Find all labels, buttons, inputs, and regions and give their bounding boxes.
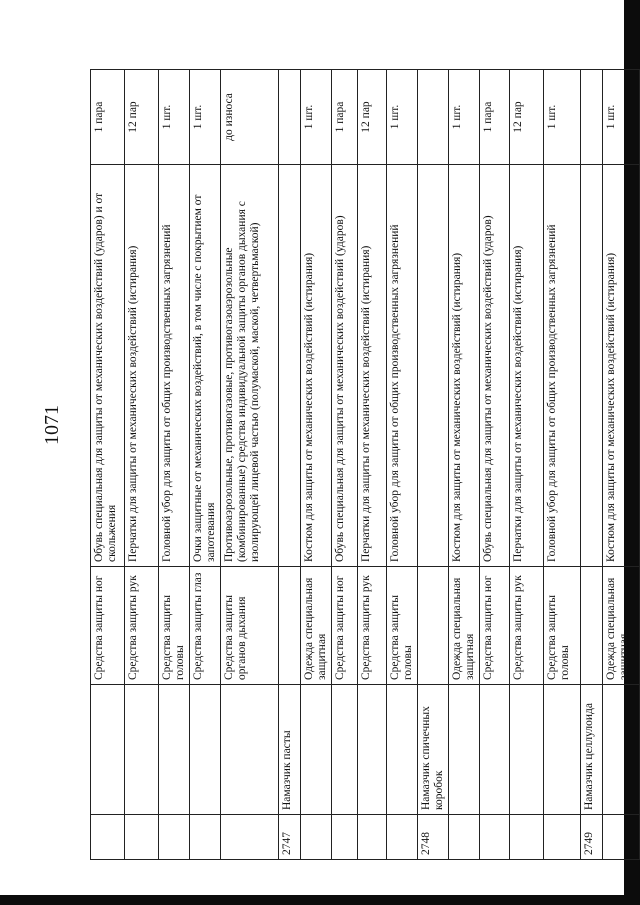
table-row xyxy=(449,70,480,860)
issue-norm: 1 шт. xyxy=(301,70,332,165)
issue-norm xyxy=(279,70,301,165)
profession-name xyxy=(125,685,159,815)
profession-name xyxy=(332,685,358,815)
issue-norm: 12 пар xyxy=(125,70,159,165)
profession-name: Намазчик спичечных коробок xyxy=(418,685,449,815)
profession-name xyxy=(190,685,221,815)
row-number xyxy=(332,815,358,860)
ppe-category xyxy=(418,567,449,685)
ppe-category: Средства защиты ног xyxy=(480,567,510,685)
ppe-description: Перчатки для защиты от механических воздействий (истирания) xyxy=(125,165,159,567)
page-number: 1071 xyxy=(41,405,63,445)
table-row xyxy=(301,70,332,860)
profession-name: Намазчик пасты xyxy=(279,685,301,815)
table-row xyxy=(221,70,279,860)
ppe-description: Перчатки для защиты от механических воздействий (истирания) xyxy=(510,165,544,567)
ppe-category: Средства защиты глаз xyxy=(190,567,221,685)
ppe-category: Одежда специальная защитная xyxy=(301,567,332,685)
row-number xyxy=(387,815,418,860)
profession-name xyxy=(603,685,640,815)
row-number xyxy=(91,815,125,860)
row-number xyxy=(159,815,190,860)
table-row xyxy=(159,70,190,860)
ppe-description xyxy=(581,165,603,567)
ppe-category: Средства защиты головы xyxy=(159,567,190,685)
row-number: 2749 xyxy=(581,815,603,860)
ppe-category: Средства защиты рук xyxy=(358,567,387,685)
issue-norm: 1 шт. xyxy=(603,70,640,165)
ppe-category: Средства защиты органов дыхания xyxy=(221,567,279,685)
profession-name xyxy=(510,685,544,815)
ppe-category: Средства защиты ног xyxy=(91,567,125,685)
row-number xyxy=(603,815,640,860)
issue-norm: 1 шт. xyxy=(190,70,221,165)
ppe-description xyxy=(418,165,449,567)
profession-name xyxy=(91,685,125,815)
row-number xyxy=(449,815,480,860)
row-number xyxy=(480,815,510,860)
profession-name xyxy=(301,685,332,815)
table-row xyxy=(480,70,510,860)
ppe-category: Средства защиты рук xyxy=(125,567,159,685)
table-row xyxy=(418,70,449,860)
ppe-description: Перчатки для защиты от механических воздействий (истирания) xyxy=(358,165,387,567)
issue-norm xyxy=(418,70,449,165)
profession-name xyxy=(159,685,190,815)
ppe-norms-table xyxy=(90,69,640,860)
issue-norm: 12 пар xyxy=(510,70,544,165)
ppe-category: Средства защиты головы xyxy=(387,567,418,685)
row-number xyxy=(358,815,387,860)
scan-edge-bottom xyxy=(0,895,640,905)
ppe-category: Средства защиты ног xyxy=(332,567,358,685)
ppe-description: Костюм для защиты от механических воздействий (истирания) xyxy=(301,165,332,567)
issue-norm: 1 пара xyxy=(91,70,125,165)
issue-norm xyxy=(581,70,603,165)
table-body xyxy=(91,70,640,860)
profession-name xyxy=(358,685,387,815)
ppe-category: Средства защиты рук xyxy=(510,567,544,685)
table-row xyxy=(358,70,387,860)
table-row xyxy=(125,70,159,860)
issue-norm: 1 шт. xyxy=(159,70,190,165)
table-row xyxy=(544,70,581,860)
ppe-description: Головной убор для защиты от общих производственных загрязнений xyxy=(387,165,418,567)
ppe-description: Обувь специальная для защиты от механических воздействий (ударов) и от скольжения xyxy=(91,165,125,567)
table-row xyxy=(190,70,221,860)
profession-name xyxy=(387,685,418,815)
ppe-description: Костюм для защиты от механических воздействий (истирания) xyxy=(449,165,480,567)
row-number: 2747 xyxy=(279,815,301,860)
profession-name xyxy=(544,685,581,815)
issue-norm: 1 пара xyxy=(480,70,510,165)
issue-norm: до износа xyxy=(221,70,279,165)
profession-name xyxy=(449,685,480,815)
table-row xyxy=(510,70,544,860)
table-row xyxy=(91,70,125,860)
ppe-category: Одежда специальная защитная xyxy=(603,567,640,685)
ppe-category xyxy=(279,567,301,685)
ppe-description: Костюм для защиты от механических воздействий (истирания) xyxy=(603,165,640,567)
table-row xyxy=(387,70,418,860)
ppe-description: Обувь специальная для защиты от механических воздействий (ударов) xyxy=(480,165,510,567)
profession-name xyxy=(480,685,510,815)
ppe-norms-table-rotated xyxy=(90,70,640,860)
ppe-description: Противоаэрозольные, противогазовые, противогазоаэрозольные (комбинированные) средства индивидуальной защиты органов дыхания с изолирующей лицевой частью (полумаской, маской, четвертьмаской) xyxy=(221,165,279,567)
ppe-description xyxy=(279,165,301,567)
table-row xyxy=(279,70,301,860)
row-number: 2748 xyxy=(418,815,449,860)
profession-name: Намазчик целлулоида xyxy=(581,685,603,815)
ppe-description: Обувь специальная для защиты от механических воздействий (ударов) xyxy=(332,165,358,567)
issue-norm: 1 шт. xyxy=(544,70,581,165)
issue-norm: 12 пар xyxy=(358,70,387,165)
row-number xyxy=(190,815,221,860)
profession-name xyxy=(221,685,279,815)
row-number xyxy=(544,815,581,860)
ppe-category: Одежда специальная защитная xyxy=(449,567,480,685)
row-number xyxy=(125,815,159,860)
row-number xyxy=(510,815,544,860)
ppe-category: Средства защиты головы xyxy=(544,567,581,685)
issue-norm: 1 шт. xyxy=(449,70,480,165)
ppe-description: Головной убор для защиты от общих производственных загрязнений xyxy=(544,165,581,567)
table-row xyxy=(332,70,358,860)
ppe-description: Очки защитные от механических воздействий, в том числе с покрытием от запотевания xyxy=(190,165,221,567)
table-row xyxy=(581,70,603,860)
row-number xyxy=(221,815,279,860)
issue-norm: 1 шт. xyxy=(387,70,418,165)
issue-norm: 1 пара xyxy=(332,70,358,165)
row-number xyxy=(301,815,332,860)
table-row xyxy=(603,70,640,860)
ppe-description: Головной убор для защиты от общих производственных загрязнений xyxy=(159,165,190,567)
ppe-category xyxy=(581,567,603,685)
